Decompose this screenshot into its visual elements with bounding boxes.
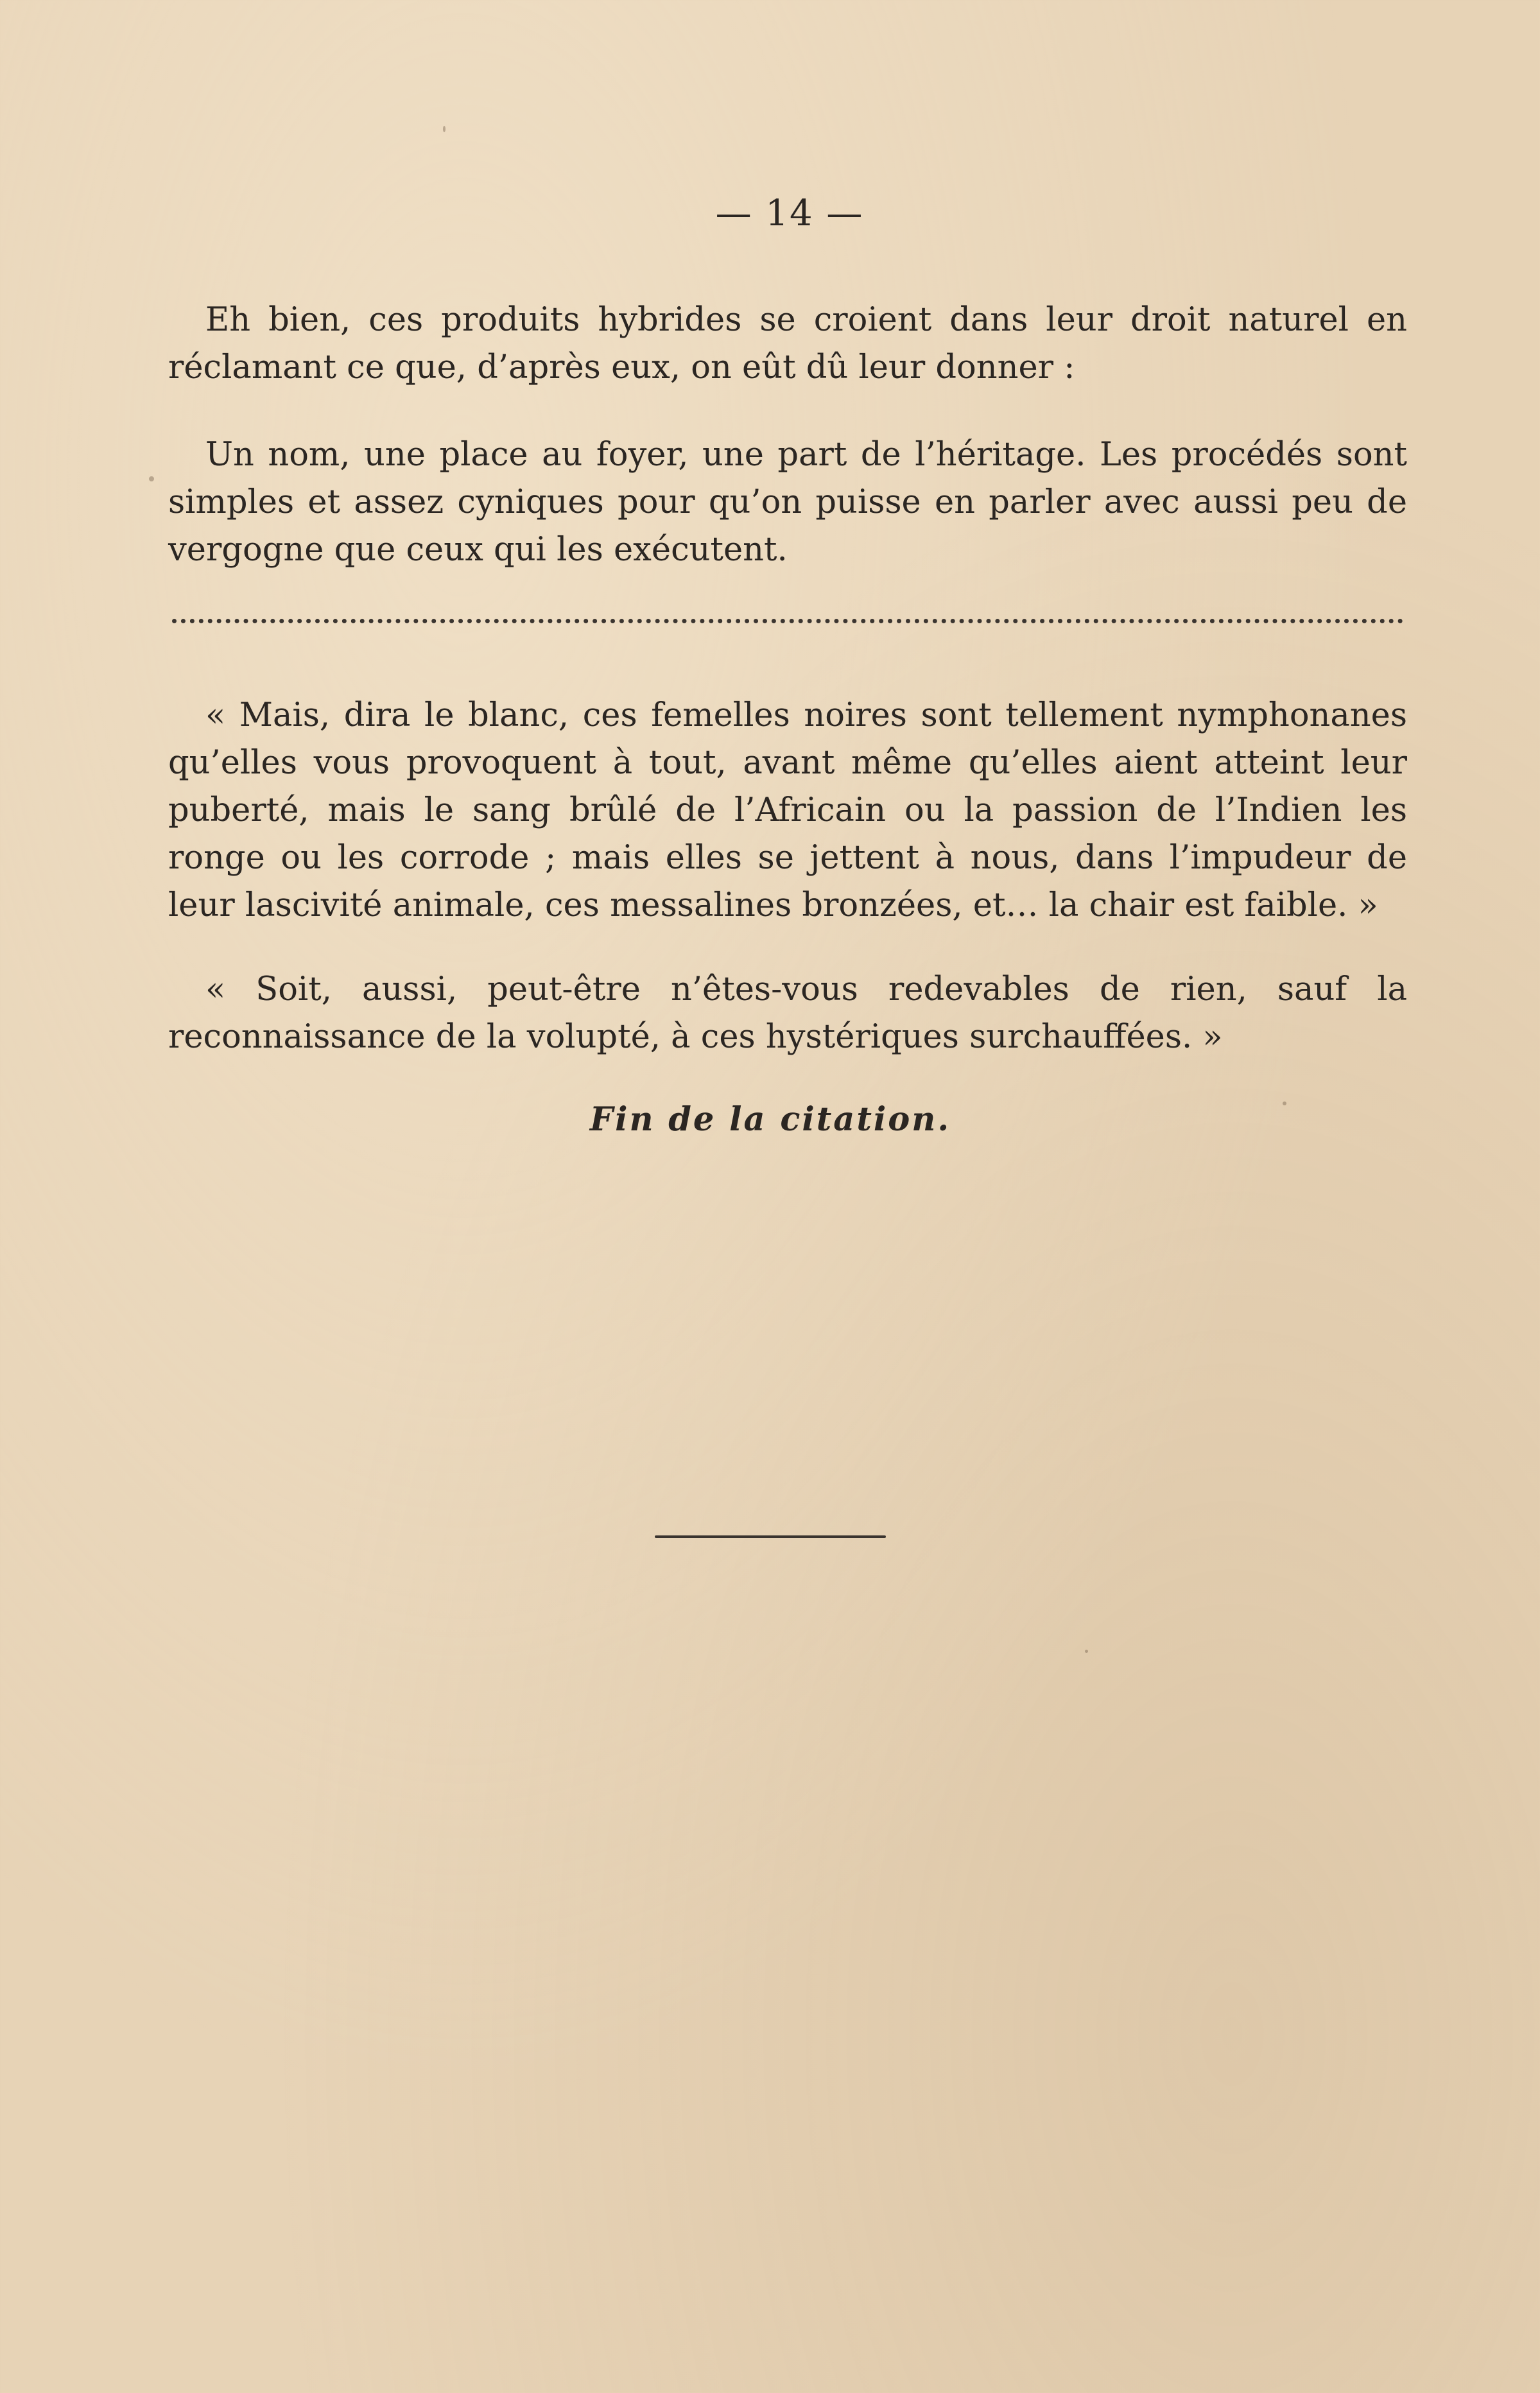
end-rule xyxy=(655,1535,886,1538)
closing-line: Fin de la citation. xyxy=(589,1100,951,1139)
paragraph-2: Un nom, une place au foyer, une part de l’héritage. Les procédés sont simples et assez cyniques pour qu’on puisse en parler avec aussi peu de vergogne que ceux qui les exécutent. xyxy=(168,436,1407,569)
paper-speck xyxy=(1283,1101,1286,1105)
page-number: — 14 — xyxy=(715,193,864,234)
paragraph-1: Eh bien, ces produits hybrides se croient dans leur droit naturel en réclamant ce que, d’après eux, on eût dû leur donner : xyxy=(168,301,1407,386)
dotted-separator xyxy=(172,619,1403,623)
paragraph-3: « Mais, dira le blanc, ces femelles noires sont tellement nymphonanes qu’elles vous provoquent à tout, avant même qu’elles aient atteint leur puberté, mais le sang brûlé de l’Africain ou la passion de l’Indien les ronge ou les corrode ; mais elles se jettent à nous, dans l’impudeur de leur lascivité animale, ces messalines bronzées, et… la chair est faible. » xyxy=(168,696,1407,924)
paper-speck xyxy=(443,126,446,132)
paper-speck xyxy=(149,476,154,481)
paper-speck xyxy=(1085,1650,1088,1653)
paragraph-4: « Soit, aussi, peut-être n’êtes-vous redevables de rien, sauf la reconnaissance de la volupté, à ces hystériques surchauffées. » xyxy=(168,971,1407,1056)
